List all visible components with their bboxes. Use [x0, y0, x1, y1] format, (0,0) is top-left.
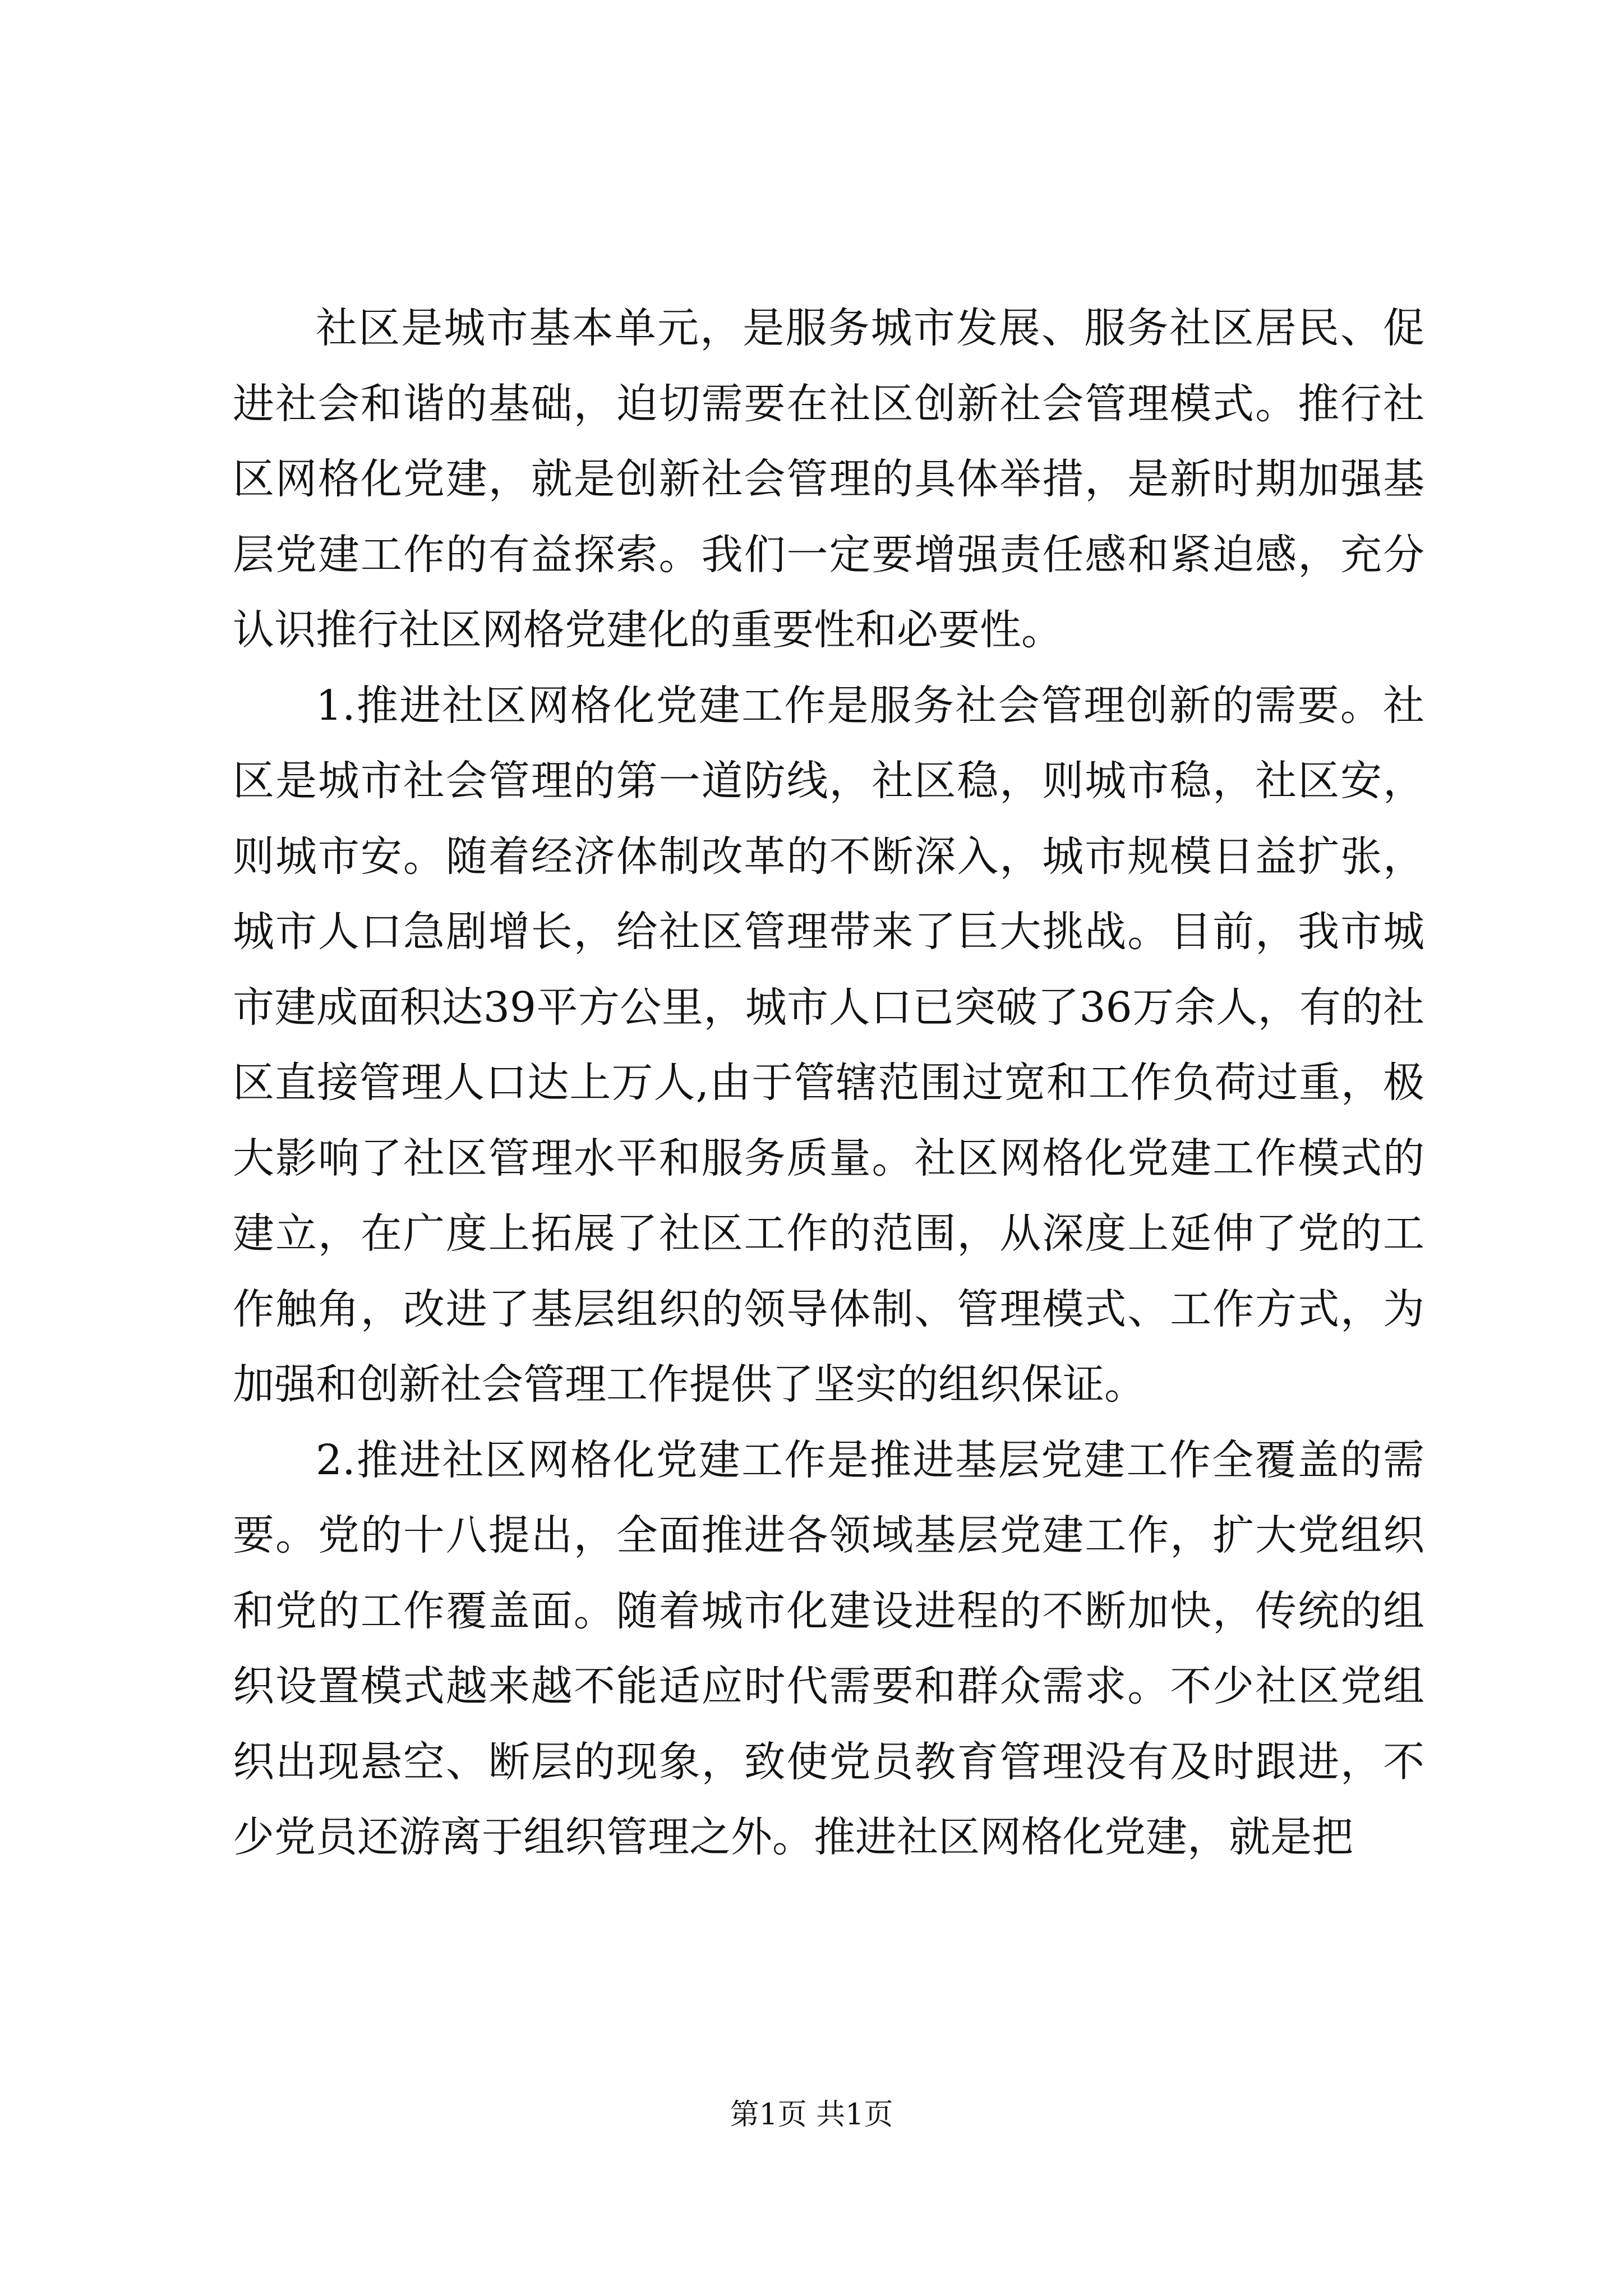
- paragraph-intro: 社区是城市基本单元，是服务城市发展、服务社区居民、促进社会和谐的基础，迫切需要在社区创新社会管理模式。推行社区网格化党建，就是创新社会管理的具体举措，是新时期加强基层党建工作的有益探索。我们一定要增强责任感和紧迫感，充分认识推行社区网格党建化的重要性和必要性。: [233, 304, 1424, 654]
- page-footer: 第1页 共1页: [730, 2098, 893, 2132]
- paragraph-point-2: 2.推进社区网格化党建工作是推进基层党建工作全覆盖的需要。党的十八提出，全面推进各领域基层党建工作，扩大党组织和党的工作覆盖面。随着城市化建设进程的不断加快，传统的组织设置模式越来越不能适应时代需要和群众需求。不少社区党组织出现悬空、断层的现象，致使党员教育管理没有及时跟进，不少党员还游离于组织管理之外。推进社区网格化党建，就是把: [233, 1435, 1424, 1861]
- paragraph-point-1: 1.推进社区网格化党建工作是服务社会管理创新的需要。社区是城市社会管理的第一道防线，社区稳，则城市稳，社区安，则城市安。随着经济体制改革的不断深入，城市规模日益扩张，城市人口急剧增长，给社区管理带来了巨大挑战。目前，我市城市建成面积达39平方公里，城市人口已突破了36万余人，有的社区直接管理人口达上万人,由于管辖范围过宽和工作负荷过重，极大影响了社区管理水平和服务质量。社区网格化党建工作模式的建立，在广度上拓展了社区工作的范围，从深度上延伸了党的工作触角，改进了基层组织的领导体制、管理模式、工作方式，为加强和创新社会管理工作提供了坚实的组织保证。: [233, 681, 1424, 1409]
- document-body: [233, 291, 1424, 1875]
